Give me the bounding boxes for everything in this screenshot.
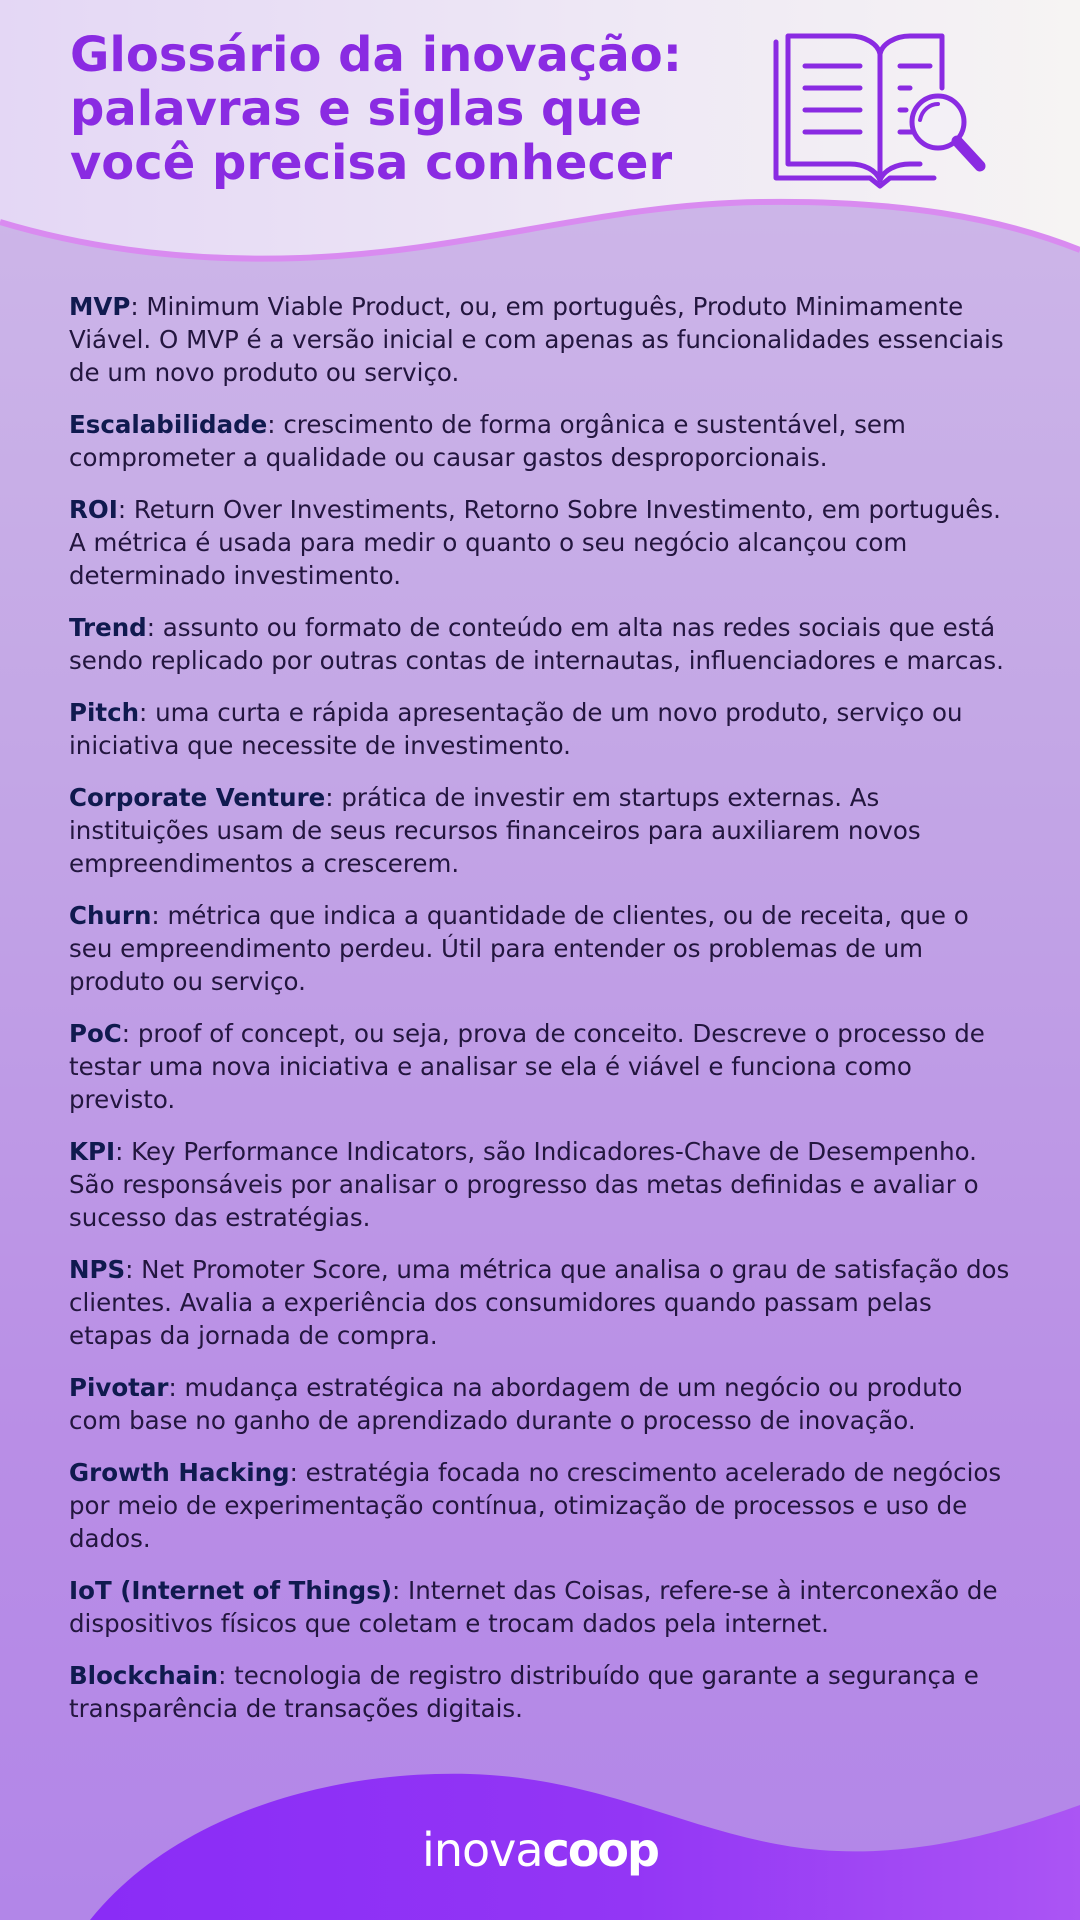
glossary-entry: NPS: Net Promoter Score, uma métrica que analisa o grau de satisfação dos clientes. Avalia a experiência dos consumidores quando passam pelas etapas da jornada de compra. <box>69 1255 1010 1350</box>
term-roi: ROI <box>69 495 118 524</box>
definition: Return Over Investiments, Retorno Sobre Investimento, em português. A métrica é usada para medir o quanto o seu negócio alcançou com determinado investimento. <box>69 495 1001 590</box>
term-mvp: MVP <box>69 292 131 321</box>
term-pitch: Pitch <box>69 698 140 727</box>
logo-text-light: inova <box>422 1823 543 1877</box>
term-corporate-venture: Corporate Venture <box>69 783 326 812</box>
term-churn: Churn <box>69 901 152 930</box>
inovacoop-logo <box>0 1822 1080 1878</box>
term-growth-hacking: Growth Hacking <box>69 1458 290 1487</box>
term-iot: IoT (Internet of Things) <box>69 1576 392 1605</box>
term-blockchain: Blockchain <box>69 1661 219 1690</box>
definition: Internet das Coisas, refere-se à interconexão de dispositivos físicos que coletam e trocam dados pela internet. <box>69 1576 998 1638</box>
glossary-entry: Pitch: uma curta e rápida apresentação de um novo produto, serviço ou iniciativa que necessite de investimento. <box>69 698 963 760</box>
definition: uma curta e rápida apresentação de um novo produto, serviço ou iniciativa que necessite de investimento. <box>69 698 963 760</box>
term-nps: NPS <box>69 1255 126 1284</box>
glossary-entry: Pivotar: mudança estratégica na abordagem de um negócio ou produto com base no ganho de aprendizado durante o processo de inovação. <box>69 1373 963 1435</box>
logo-text-bold: coop <box>542 1823 658 1877</box>
glossary-entry: Growth Hacking: estratégia focada no crescimento acelerado de negócios por meio de experimentação contínua, otimização de processos e uso de dados. <box>69 1458 1002 1553</box>
glossary-entry: PoC: proof of concept, ou seja, prova de conceito. Descreve o processo de testar uma nova iniciativa e analisar se ela é viável e funciona como previsto. <box>69 1019 985 1114</box>
definition: estratégia focada no crescimento acelerado de negócios por meio de experimentação contínua, otimização de processos e uso de dados. <box>69 1458 1002 1553</box>
term-pivotar: Pivotar <box>69 1373 169 1402</box>
definition: proof of concept, ou seja, prova de conceito. Descreve o processo de testar uma nova iniciativa e analisar se ela é viável e funciona como previsto. <box>69 1019 985 1114</box>
glossary-entry: Blockchain: tecnologia de registro distribuído que garante a segurança e transparência de transações digitais. <box>69 1661 979 1723</box>
page-title: Glossário da inovação: palavras e siglas que você precisa conhecer <box>70 27 682 191</box>
book-magnifier-icon <box>770 30 990 195</box>
definition: Net Promoter Score, uma métrica que analisa o grau de satisfação dos clientes. Avalia a experiência dos consumidores quando passam pelas etapas da jornada de compra. <box>69 1255 1010 1350</box>
definition: tecnologia de registro distribuído que garante a segurança e transparência de transações digitais. <box>69 1661 979 1723</box>
definition: Minimum Viable Product, ou, em português, Produto Minimamente Viável. O MVP é a versão inicial e com apenas as funcionalidades essenciais de um novo produto ou serviço. <box>69 292 1004 387</box>
glossary-entry: KPI: Key Performance Indicators, são Indicadores-Chave de Desempenho. São responsáveis por analisar o progresso das metas definidas e avaliar o sucesso das estratégias. <box>69 1137 979 1232</box>
term-poc: PoC <box>69 1019 122 1048</box>
glossary-entry: Churn: métrica que indica a quantidade de clientes, ou de receita, que o seu empreendimento perdeu. Útil para entender os problemas de um produto ou serviço. <box>69 901 969 996</box>
definition: métrica que indica a quantidade de clientes, ou de receita, que o seu empreendimento perdeu. Útil para entender os problemas de um produto ou serviço. <box>69 901 969 996</box>
glossary-entry: IoT (Internet of Things): Internet das Coisas, refere-se à interconexão de dispositivos físicos que coletam e trocam dados pela internet. <box>69 1576 998 1638</box>
glossary-list <box>69 290 1014 1744</box>
glossary-entry: Corporate Venture: prática de investir em startups externas. As instituições usam de seus recursos financeiros para auxiliarem novos empreendimentos a crescerem. <box>69 783 921 878</box>
definition: Key Performance Indicators, são Indicadores-Chave de Desempenho. São responsáveis por analisar o progresso das metas definidas e avaliar o sucesso das estratégias. <box>69 1137 979 1232</box>
term-escalabilidade: Escalabilidade <box>69 410 268 439</box>
definition: prática de investir em startups externas. As instituições usam de seus recursos financeiros para auxiliarem novos empreendimentos a crescerem. <box>69 783 921 878</box>
definition: mudança estratégica na abordagem de um negócio ou produto com base no ganho de aprendizado durante o processo de inovação. <box>69 1373 963 1435</box>
glossary-entry: MVP: Minimum Viable Product, ou, em português, Produto Minimamente Viável. O MVP é a versão inicial e com apenas as funcionalidades essenciais de um novo produto ou serviço. <box>69 292 1004 387</box>
glossary-entry: Escalabilidade: crescimento de forma orgânica e sustentável, sem comprometer a qualidade ou causar gastos desproporcionais. <box>69 410 906 472</box>
glossary-entry: ROI: Return Over Investiments, Retorno Sobre Investimento, em português. A métrica é usada para medir o quanto o seu negócio alcançou com determinado investimento. <box>69 495 1001 590</box>
term-kpi: KPI <box>69 1137 116 1166</box>
definition: crescimento de forma orgânica e sustentável, sem comprometer a qualidade ou causar gastos desproporcionais. <box>69 410 906 472</box>
glossary-entry: Trend: assunto ou formato de conteúdo em alta nas redes sociais que está sendo replicado por outras contas de internautas, influenciadores e marcas. <box>69 613 1004 675</box>
term-trend: Trend <box>69 613 147 642</box>
definition: assunto ou formato de conteúdo em alta nas redes sociais que está sendo replicado por outras contas de internautas, influenciadores e marcas. <box>69 613 1004 675</box>
